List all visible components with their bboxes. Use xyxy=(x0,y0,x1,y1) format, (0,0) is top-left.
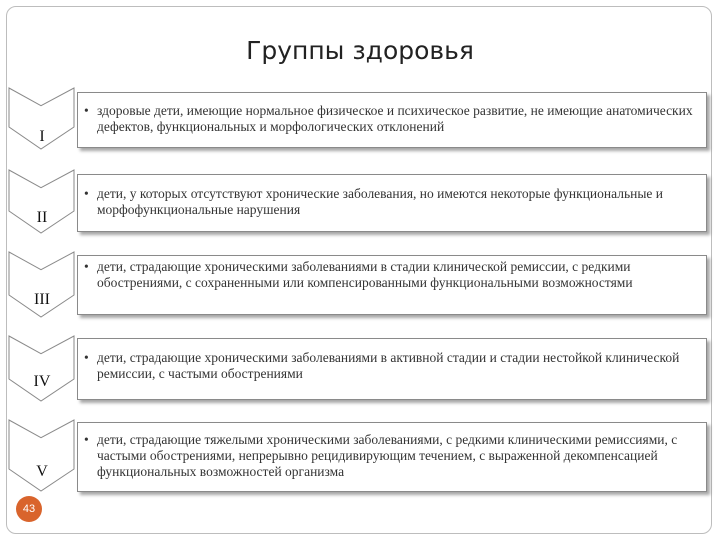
group-description-3 xyxy=(84,259,699,291)
bullet-icon: • xyxy=(84,103,89,118)
group-text-4: дети, страдающие хроническими заболеваниями в активной стадии и стадии нестойкой клинической ремиссии, с частыми обострениями xyxy=(97,350,680,381)
group-text-2: дети, у которых отсутствуют хронические заболевания, но имеются некоторые функциональные и морфофункциональные нарушения xyxy=(97,186,664,217)
group-numeral-2: II xyxy=(36,209,48,226)
group-numeral-3: III xyxy=(34,291,50,308)
group-description-5 xyxy=(84,432,699,480)
chevron-shape xyxy=(8,419,76,493)
group-text-1: здоровые дети, имеющие нормальное физическое и психическое развитие, не имеющие анатомических дефектов, функциональных и морфологических отклонений xyxy=(97,103,693,134)
group-text-5: дети, страдающие тяжелыми хроническими заболеваниями, с редкими клиническими ремиссиями, с частыми обострениями, непрерывно рецидивирующим течением, с выраженной декомпенсацией функциональных возможностей организма xyxy=(97,432,678,479)
group-numeral-5: V xyxy=(36,463,48,480)
group-numeral-1: I xyxy=(39,128,45,145)
group-numeral-4: IV xyxy=(33,373,51,390)
slide-title: Группы здоровья xyxy=(246,36,474,65)
bullet-icon: • xyxy=(84,350,89,365)
chevron-4 xyxy=(9,336,75,402)
group-description-1 xyxy=(84,103,699,135)
page-number-badge: 43 xyxy=(16,496,42,522)
group-text-3: дети, страдающие хроническими заболеваниями в стадии клинической ремиссии, с редкими обострениями, с сохраненными или компенсированными функциональными возможностями xyxy=(97,259,633,290)
chevron-shape xyxy=(8,335,76,403)
group-description-4 xyxy=(84,350,699,382)
bullet-icon: • xyxy=(84,432,89,447)
bullet-icon: • xyxy=(84,259,89,274)
group-description-2 xyxy=(84,186,699,218)
bullet-icon: • xyxy=(84,186,89,201)
chevron-5 xyxy=(9,420,75,492)
